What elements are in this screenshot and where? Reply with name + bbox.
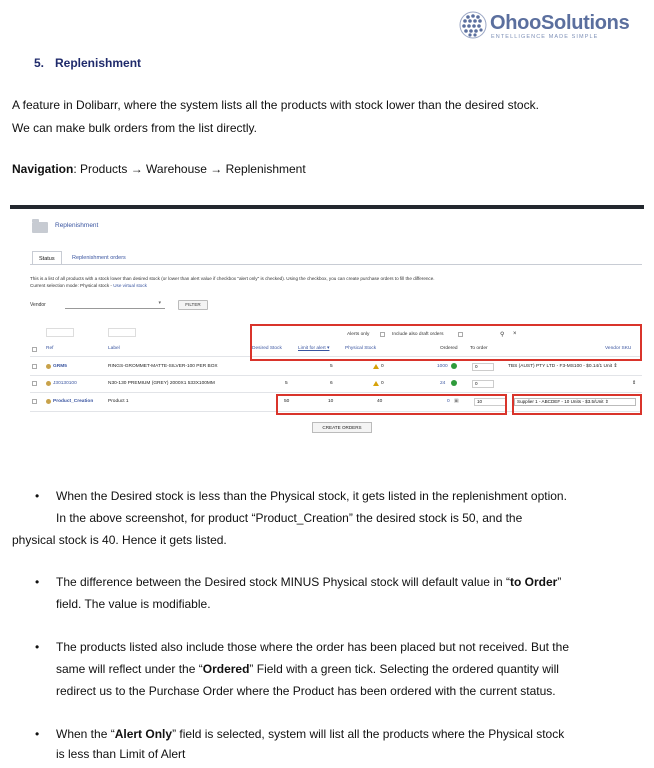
bullet-4-text-a: When the “: [56, 727, 115, 741]
row-physical: 40: [377, 399, 383, 404]
row-checkbox[interactable]: [32, 381, 37, 386]
row-ref-link[interactable]: Product_Creation: [53, 399, 94, 404]
col-limit-for-alert[interactable]: Limit for alert ▾: [298, 346, 330, 351]
ref-filter-input[interactable]: [46, 328, 74, 337]
bullet-3-line-1: The products listed also include those where the order has been placed but not received. But the: [56, 640, 569, 654]
selection-mode-text: Current selection mode: Physical stock -: [30, 283, 114, 288]
globe-logo-icon: [458, 10, 488, 40]
row-ordered-link[interactable]: 24: [440, 381, 446, 386]
col-to-order: To order: [470, 346, 488, 351]
bullet-marker: •: [35, 640, 40, 654]
filter-button[interactable]: FILTER: [178, 300, 208, 310]
row-limit: 6: [330, 381, 333, 386]
row-physical: 0: [381, 364, 384, 369]
alerts-only-label: Alerts only: [347, 332, 370, 337]
search-icon[interactable]: ⚲: [500, 332, 505, 338]
tabs-divider: [30, 264, 642, 265]
row-vendor-select[interactable]: TBS (AUST) PTY LTD - F3-MS100 - $0.14/1 Unit ⇕: [508, 364, 618, 369]
row-checkbox[interactable]: [32, 399, 37, 404]
use-virtual-stock-link[interactable]: Use virtual stock: [113, 283, 147, 288]
col-ordered: Ordered: [440, 346, 458, 351]
row-desired: 5: [285, 381, 288, 386]
row-rule: [30, 375, 642, 376]
bullet-4-bold: Alert Only: [114, 727, 173, 741]
bullet-3-text-c: ” Field with a green tick. Selecting the ordered quantity will: [249, 662, 559, 676]
row-ordered-link[interactable]: 0: [447, 399, 450, 404]
logo-tagline: ENTELLIGENCE MADE SIMPLE: [491, 34, 599, 40]
bullet-4-line-1: [56, 726, 564, 742]
warning-icon: [373, 364, 379, 369]
vendor-highlight-box: [512, 394, 642, 415]
logo-name: OhooSolutions: [490, 12, 630, 34]
include-drafts-label: Include also draft orders: [392, 332, 444, 337]
section-number: 5.: [34, 56, 45, 70]
row-ref-link[interactable]: GRM5: [53, 364, 67, 369]
clear-filter-icon[interactable]: ×: [513, 331, 517, 337]
bullet-1-line-2: In the above screenshot, for product “Product_Creation” the desired stock is 50, and the: [56, 511, 523, 525]
screenshot-title: Replenishment: [55, 222, 99, 229]
row-limit: 5: [330, 364, 333, 369]
row-vendor-select[interactable]: Supplier 1 - ABCDEF - 10 Units - $3.5/Unit ⇕: [514, 398, 636, 406]
select-all-checkbox[interactable]: [32, 347, 37, 352]
intro-line-2: We can make bulk orders from the list directly.: [12, 121, 257, 135]
section-title: Replenishment: [55, 56, 142, 70]
bullet-3-line-3: redirect us to the Purchase Order where the Product has been ordered with the current status.: [56, 684, 556, 698]
row-physical: 0: [381, 381, 384, 386]
bullet-1-line-3: physical stock is 40. Hence it gets listed.: [12, 533, 227, 547]
label-filter-input[interactable]: [108, 328, 136, 337]
product-icon: [46, 364, 51, 369]
product-creation-highlight-box: [276, 394, 507, 415]
ordered-info-icon: ▣: [454, 398, 459, 404]
product-icon: [46, 399, 51, 404]
bullet-2-text-a: The difference between the Desired stock MINUS Physical stock will default value in “: [56, 575, 510, 589]
tab-replenishment-orders[interactable]: Replenishment orders: [72, 255, 126, 261]
bullet-marker: •: [35, 727, 40, 741]
vendor-select[interactable]: ▾: [65, 300, 165, 309]
navigation-line: [12, 162, 306, 176]
bullet-1-line-1: When the Desired stock is less than the Physical stock, it gets listed in the replenishment option.: [56, 489, 567, 503]
green-tick-icon: [451, 380, 457, 386]
replenishment-screenshot: [10, 205, 644, 455]
folder-icon: [32, 222, 48, 233]
navigation-label: Navigation: [12, 162, 74, 176]
bullet-2-text-c: ”: [557, 575, 562, 589]
intro-line-1: A feature in Dolibarr, where the system lists all the products with stock lower than the desired stock.: [12, 98, 539, 112]
row-ordered-link[interactable]: 1000: [437, 364, 448, 369]
row-desired: 50: [284, 399, 290, 404]
bullet-3-bold: Ordered: [202, 662, 250, 676]
row-label: Product 1: [108, 399, 129, 404]
warning-icon: [373, 381, 379, 386]
col-physical-stock[interactable]: Physical Stock: [345, 346, 377, 351]
screenshot-description: This is a list of all products with a stock lower than desired stock (or lower than alert value if checkbox "alert only" is checked). Using the checkbox, you can create purchase orders to fill the difference.: [30, 276, 435, 281]
company-logo: [458, 10, 630, 42]
bullet-marker: •: [35, 489, 40, 503]
navigation-path: : Products → Warehouse → Replenishment: [73, 162, 306, 176]
app-topbar: [10, 205, 644, 209]
section-heading: [34, 56, 141, 70]
col-ref[interactable]: Ref: [46, 346, 54, 351]
header-highlight-box: [250, 324, 642, 361]
bullet-3-line-2: [56, 661, 559, 677]
create-orders-button[interactable]: CREATE ORDERS: [312, 422, 372, 433]
row-to-order-input[interactable]: 0: [472, 380, 494, 388]
bullet-3-text-a: same will reflect under the “: [56, 662, 203, 676]
bullet-2-line-2: field. The value is modifiable.: [56, 597, 211, 611]
col-label[interactable]: Label: [108, 346, 120, 351]
bullet-2-bold: to Order: [509, 575, 558, 589]
selection-mode: [30, 283, 147, 288]
vendor-label: Vendor: [30, 302, 46, 308]
row-to-order-input[interactable]: 10: [474, 398, 506, 406]
tab-status[interactable]: Status: [32, 251, 62, 265]
bullet-marker: •: [35, 575, 40, 589]
col-desired-stock[interactable]: Desired Stock: [252, 346, 282, 351]
product-icon: [46, 381, 51, 386]
row-label: RINGS-GROMMET-MATTE-SILVER-100 PER BOX: [108, 364, 218, 369]
green-tick-icon: [451, 363, 457, 369]
row-checkbox[interactable]: [32, 364, 37, 369]
row-label: N30-130 PREMIUM (GREY) 2000X1 533X100MM: [108, 381, 215, 386]
col-vendor-sku[interactable]: Vendor SKU: [605, 346, 632, 351]
bullet-2-line-1: [56, 574, 561, 590]
row-ref-link[interactable]: J30130100: [53, 381, 77, 386]
row-limit: 10: [328, 399, 334, 404]
bullet-4-text-c: ” field is selected, system will list all the products where the Physical stock: [172, 727, 565, 741]
row-rule: [30, 392, 642, 393]
row-vendor-select[interactable]: ⇕: [632, 381, 637, 386]
row-to-order-input[interactable]: 0: [472, 363, 494, 371]
bullet-4-line-2: is less than Limit of Alert: [56, 747, 186, 761]
